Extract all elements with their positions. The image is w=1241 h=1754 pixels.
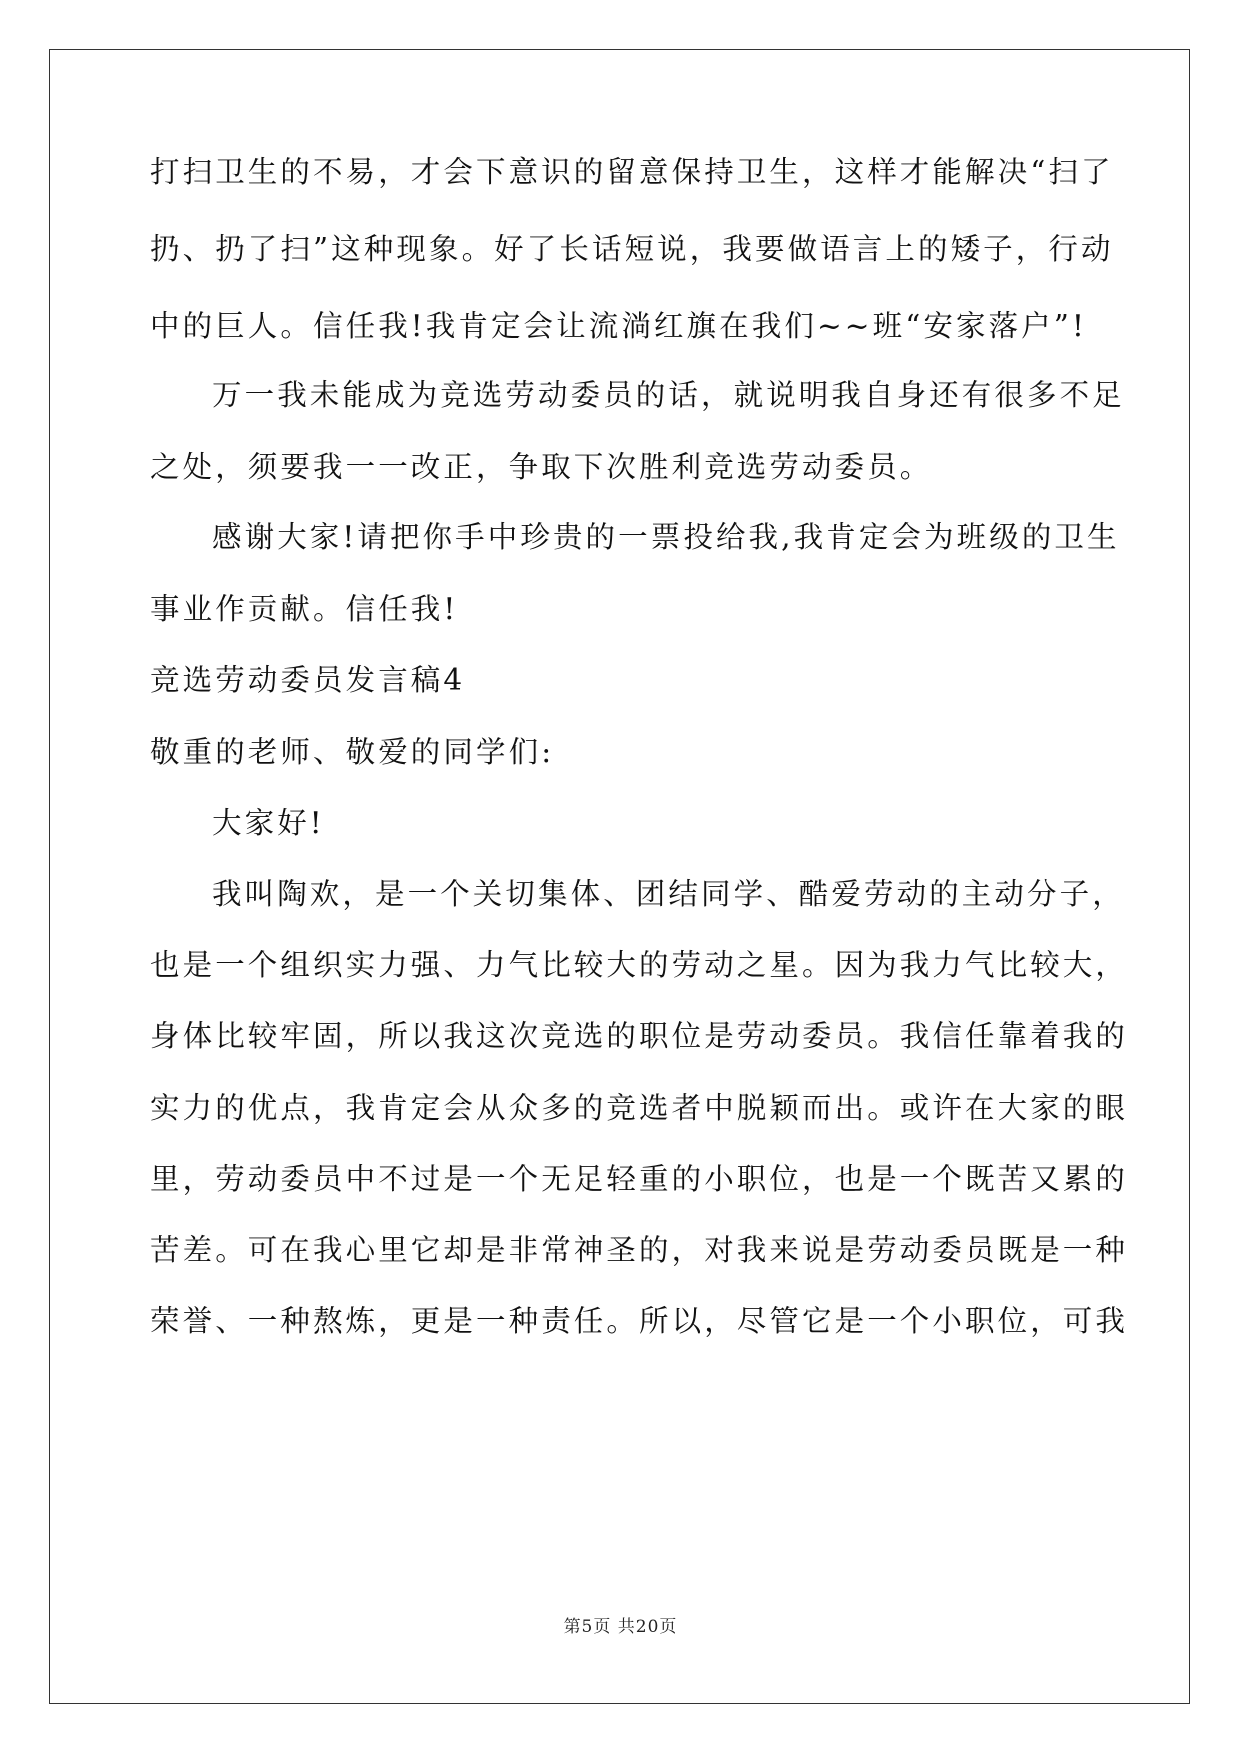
text-line: 之处，须要我一一改正，争取下次胜利竞选劳动委员。 — [150, 450, 933, 484]
text-line: 实力的优点，我肯定会从众多的竞选者中脱颖而出。或许在大家的眼 — [150, 1091, 1129, 1125]
greeting: 大家好! — [212, 806, 325, 840]
text-line: 扔、扔了扫”这种现象。好了长话短说，我要做语言上的矮子，行动 — [150, 232, 1114, 266]
paragraph-start-line: 感谢大家!请把你手中珍贵的一票投给我,我肯定会为班级的卫生 — [212, 520, 1120, 554]
paragraph-start-line: 我叫陶欢，是一个关切集体、团结同学、酷爱劳动的主动分子， — [212, 877, 1125, 911]
text-line: 身体比较牢固，所以我这次竞选的职位是劳动委员。我信任靠着我的 — [150, 1019, 1129, 1053]
salutation: 敬重的老师、敬爱的同学们: — [150, 735, 555, 769]
text-line: 中的巨人。信任我!我肯定会让流淌红旗在我们~~班“安家落户”! — [150, 309, 1087, 343]
text-line: 事业作贡献。信任我! — [150, 592, 459, 626]
text-line: 苦差。可在我心里它却是非常神圣的，对我来说是劳动委员既是一种 — [150, 1233, 1129, 1267]
paragraph-start-line: 万一我未能成为竞选劳动委员的话，就说明我自身还有很多不足 — [212, 378, 1125, 412]
text-line: 里，劳动委员中不过是一个无足轻重的小职位，也是一个既苦又累的 — [150, 1162, 1129, 1196]
section-heading: 竞选劳动委员发言稿4 — [150, 663, 466, 697]
text-line: 打扫卫生的不易，才会下意识的留意保持卫生，这样才能解决“扫了 — [150, 155, 1114, 189]
text-line: 荣誉、一种熬炼，更是一种责任。所以，尽管它是一个小职位，可我 — [150, 1304, 1129, 1338]
page-number: 第5页 共20页 — [563, 1617, 678, 1637]
text-line: 也是一个组织实力强、力气比较大的劳动之星。因为我力气比较大， — [150, 948, 1129, 982]
